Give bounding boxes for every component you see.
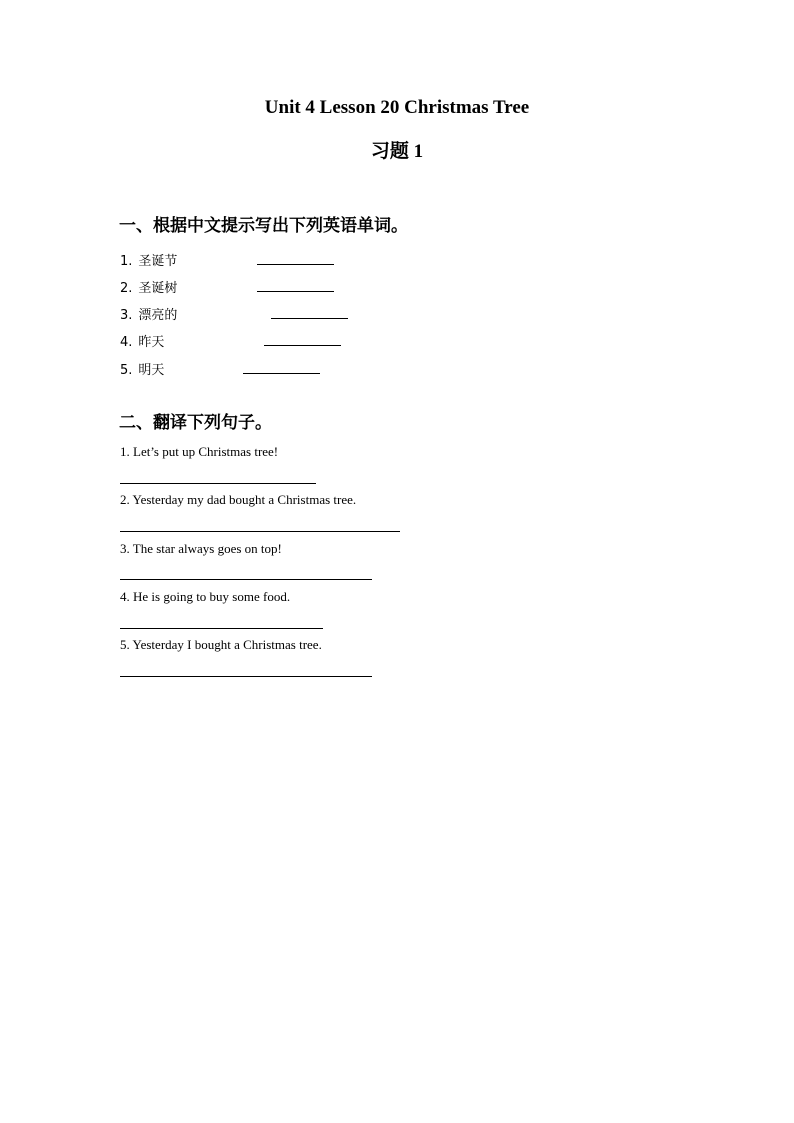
vocab-item bbox=[120, 359, 165, 378]
answer-blank[interactable] bbox=[264, 345, 341, 346]
worksheet-title: Unit 4 Lesson 20 Christmas Tree bbox=[264, 97, 530, 118]
chinese-word: 圣诞树 bbox=[138, 281, 178, 296]
vocab-item bbox=[120, 250, 178, 269]
sentence-prompt: 5. Yesterday I bought a Christmas tree. bbox=[120, 637, 322, 652]
vocab-item bbox=[120, 304, 178, 323]
answer-line[interactable] bbox=[120, 628, 323, 629]
section-2-heading: 二、翻译下列句子。 bbox=[119, 413, 272, 433]
section-1-heading: 一、根据中文提示写出下列英语单词。 bbox=[119, 216, 408, 236]
answer-blank[interactable] bbox=[243, 373, 320, 374]
sentence-prompt: 3. The star always goes on top! bbox=[120, 541, 282, 556]
sentence-prompt: 1. Let’s put up Christmas tree! bbox=[120, 444, 279, 459]
sentence-prompt: 2. Yesterday my dad bought a Christmas tree. bbox=[120, 492, 357, 507]
sentence-prompt: 4. He is going to buy some food. bbox=[120, 589, 291, 604]
item-number: 2. bbox=[120, 281, 133, 296]
item-number: 4. bbox=[120, 335, 133, 350]
answer-blank[interactable] bbox=[257, 264, 334, 265]
answer-line[interactable] bbox=[120, 579, 372, 580]
item-number: 5. bbox=[120, 363, 133, 378]
answer-line[interactable] bbox=[120, 483, 316, 484]
worksheet-subtitle: 习题 1 bbox=[370, 141, 424, 162]
chinese-word: 昨天 bbox=[138, 335, 165, 350]
answer-line[interactable] bbox=[120, 531, 400, 532]
answer-blank[interactable] bbox=[271, 318, 348, 319]
item-number: 3. bbox=[120, 308, 133, 323]
item-number: 1. bbox=[120, 254, 133, 269]
answer-line[interactable] bbox=[120, 676, 372, 677]
vocab-item bbox=[120, 277, 178, 296]
chinese-word: 漂亮的 bbox=[138, 308, 178, 323]
chinese-word: 圣诞节 bbox=[138, 254, 178, 269]
answer-blank[interactable] bbox=[257, 291, 334, 292]
vocab-item bbox=[120, 331, 165, 350]
chinese-word: 明天 bbox=[138, 363, 165, 378]
